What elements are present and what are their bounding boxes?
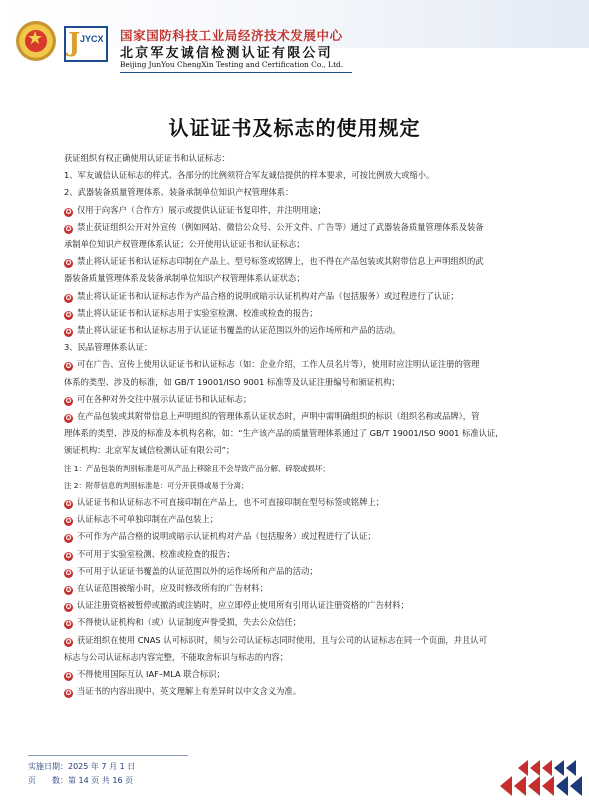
paragraph-text: 不可作为产品合格的说明或暗示认证机构对产品（包括服务）或过程进行了认证； (77, 531, 376, 542)
text-line (64, 425, 534, 442)
emblem-icon: ★ (16, 21, 56, 61)
paragraph-text: 不可用于实验室检测、校准或检查的报告； (77, 548, 235, 559)
bullet-item (64, 494, 534, 511)
chevron-decoration-icon (482, 746, 582, 800)
paragraph-text: 可在广告、宣传上使用认证证书和认证标志（如：企业介绍，工作人员名片等），使用时应注明认证注册的管理 (77, 359, 480, 370)
paragraph-text: 在认证范围被缩小时，应及时修改所有的广告材料； (77, 583, 268, 594)
bullet-item (64, 253, 534, 270)
footer-divider (28, 755, 188, 756)
bullet-marker-icon: ✪ (65, 414, 72, 423)
bullet-marker-icon: ✪ (65, 620, 72, 629)
text-line (64, 374, 534, 391)
paragraph-text: 当证书的内容出现中、英文理解上有差异时以中文含义为准。 (77, 686, 302, 697)
bullet-marker-icon: ✪ (65, 362, 72, 371)
document-body (64, 150, 534, 701)
bullet-marker-icon: ✪ (65, 293, 72, 302)
paragraph-text: 可在各种对外交往中展示认证证书和认证标志； (77, 393, 252, 404)
bullet-marker-icon: ✪ (65, 637, 72, 646)
paragraph-text: 承制单位知识产权管理体系认证；公开使用认证证书和认证标志； (64, 239, 305, 250)
bullet-item (64, 666, 534, 683)
text-line (64, 167, 534, 184)
text-line (64, 339, 534, 356)
text-line (64, 270, 534, 287)
effective-date: 实施日期：2025 年 7 月 1 日 (28, 762, 136, 771)
bullet-marker-icon: ✪ (65, 207, 72, 216)
bullet-marker-icon: ✪ (65, 396, 72, 405)
bullet-item (64, 288, 534, 305)
text-line (64, 442, 534, 459)
paragraph-text: 获证组织有权正确使用认证证书和认证标志： (64, 153, 230, 163)
note-line (64, 460, 534, 477)
bullet-item (64, 511, 534, 528)
bullet-item (64, 632, 534, 649)
bullet-item (64, 408, 534, 425)
bullet-item (64, 580, 534, 597)
org-name-en: Beijing JunYou ChengXin Testing and Certification Co., Ltd. (120, 60, 344, 69)
paragraph-text: 1、军友诚信认证标志的样式、各部分的比例须符合军友诚信提供的样本要求，可按比例放大或缩小。 (64, 170, 435, 181)
paragraph-text: 禁止获证组织公开对外宣传（例如网站、微信公众号、公开文件、广告等）通过了武器装备质量管理体系及装备 (77, 221, 484, 232)
bullet-item (64, 305, 534, 322)
bullet-item (64, 546, 534, 563)
paragraph-text: 获证组织在使用 CNAS 认可标识时，须与公司认证标志同时使用，且与公司的认证标志在同一个页面，并且认可 (77, 634, 487, 645)
bullet-marker-icon: ✪ (65, 500, 72, 509)
paragraph-text: 不可用于认证证书覆盖的认证范围以外的运作场所和产品的活动； (77, 565, 318, 576)
note-line (64, 477, 534, 494)
paragraph-text: 标志与公司认证标志内容完整，不能取舍标识与标志的内容； (64, 651, 289, 662)
paragraph-text: 认证标志不可单独印制在产品包装上； (77, 514, 219, 525)
paragraph-text: 体系的类型、涉及的标准，如 GB/T 19001/ISO 9001 标准等及认证注册编号和颁证机构； (64, 376, 400, 387)
bullet-item (64, 322, 534, 339)
paragraph-text: 2、武器装备质量管理体系、装备承制单位知识产权管理体系： (64, 187, 294, 198)
bullet-item (64, 391, 534, 408)
company-logo: J JYCX (64, 26, 108, 62)
page-title: 认证证书及标志的使用规定 (168, 116, 421, 140)
bullet-marker-icon: ✪ (65, 224, 72, 233)
paragraph-text: 注 1：产品包装的判别标准是可从产品上移除且不会导致产品分解、碎裂或损坏； (64, 463, 330, 473)
bullet-item (64, 202, 534, 219)
bullet-marker-icon: ✪ (65, 310, 72, 319)
bullet-item (64, 614, 534, 631)
paragraph-text: 禁止将认证证书和认证标志用于认证证书覆盖的认证范围以外的运作场所和产品的活动。 (77, 325, 401, 336)
paragraph-text: 颁证机构：北京军友诚信检测认证有限公司”； (64, 445, 235, 456)
text-line (64, 649, 534, 666)
bullet-marker-icon: ✪ (65, 259, 72, 268)
paragraph-text: 禁止将认证证书和认证标志印制在产品上、型号标签或铭牌上，也不得在产品包装或其附带信息上声明组织的武 (77, 256, 484, 267)
text-line (64, 236, 534, 253)
bullet-marker-icon: ✪ (65, 328, 72, 337)
paragraph-text: 禁止将认证证书和认证标志用于实验室检测、校准或检查的报告； (77, 307, 318, 318)
bullet-item (64, 356, 534, 373)
bullet-marker-icon: ✪ (65, 517, 72, 526)
paragraph-text: 不得使用国际互认 IAF–MLA 联合标识； (77, 669, 225, 680)
bullet-marker-icon: ✪ (65, 534, 72, 543)
bullet-item (64, 683, 534, 700)
letterhead (0, 0, 589, 82)
logo-text: JYCX (80, 34, 104, 44)
header-divider (120, 72, 352, 73)
paragraph-text: 注 2：附带信息的判别标准是：可分开获得或易于分离； (64, 480, 249, 490)
bullet-item (64, 219, 534, 236)
text-line (64, 150, 534, 167)
paragraph-text: 器装备质量管理体系及装备承制单位知识产权管理体系认证状态； (64, 273, 305, 284)
paragraph-text: 认证注册资格被暂停或撤消或注销时，应立即停止使用所有引用认证注册资格的广告材料； (77, 600, 409, 611)
bullet-item (64, 597, 534, 614)
bullet-marker-icon: ✪ (65, 672, 72, 681)
bullet-marker-icon: ✪ (65, 586, 72, 595)
paragraph-text: 在产品包装或其附带信息上声明组织的管理体系认证状态时，声明中需明确组织的标识（组织名称或品牌），管 (77, 411, 480, 422)
footer (28, 760, 135, 788)
paragraph-text: 认证证书和认证标志不可直接印制在产品上，也不可直接印制在型号标签或铭牌上； (77, 497, 384, 508)
bullet-marker-icon: ✪ (65, 551, 72, 560)
bullet-item (64, 528, 534, 545)
paragraph-text: 仅用于向客户（合作方）展示或提供认证证书复印件，并注明用途； (77, 204, 326, 215)
bullet-marker-icon: ✪ (65, 689, 72, 698)
org-name-cn-2: 北京军友诚信检测认证有限公司 (120, 46, 333, 61)
org-name-cn-1: 国家国防科技工业局经济技术发展中心 (120, 28, 343, 43)
page-count: 页 数：第 14 页 共 16 页 (28, 776, 134, 785)
paragraph-text: 3、民品管理体系认证： (64, 342, 153, 353)
bullet-marker-icon: ✪ (65, 568, 72, 577)
bullet-item (64, 563, 534, 580)
paragraph-text: 不得使认证机构和（或）认证制度声誉受损，失去公众信任； (77, 617, 302, 628)
text-line (64, 184, 534, 201)
paragraph-text: 理体系的类型、涉及的标准及本机构名称，如：“生产该产品的质量管理体系通过了 GB/T 19001/ISO 9001 标准认证， (64, 428, 504, 439)
bullet-marker-icon: ✪ (65, 603, 72, 612)
paragraph-text: 禁止将认证证书和认证标志作为产品合格的说明或暗示认证机构对产品（包括服务）或过程进行了认证； (77, 290, 459, 301)
